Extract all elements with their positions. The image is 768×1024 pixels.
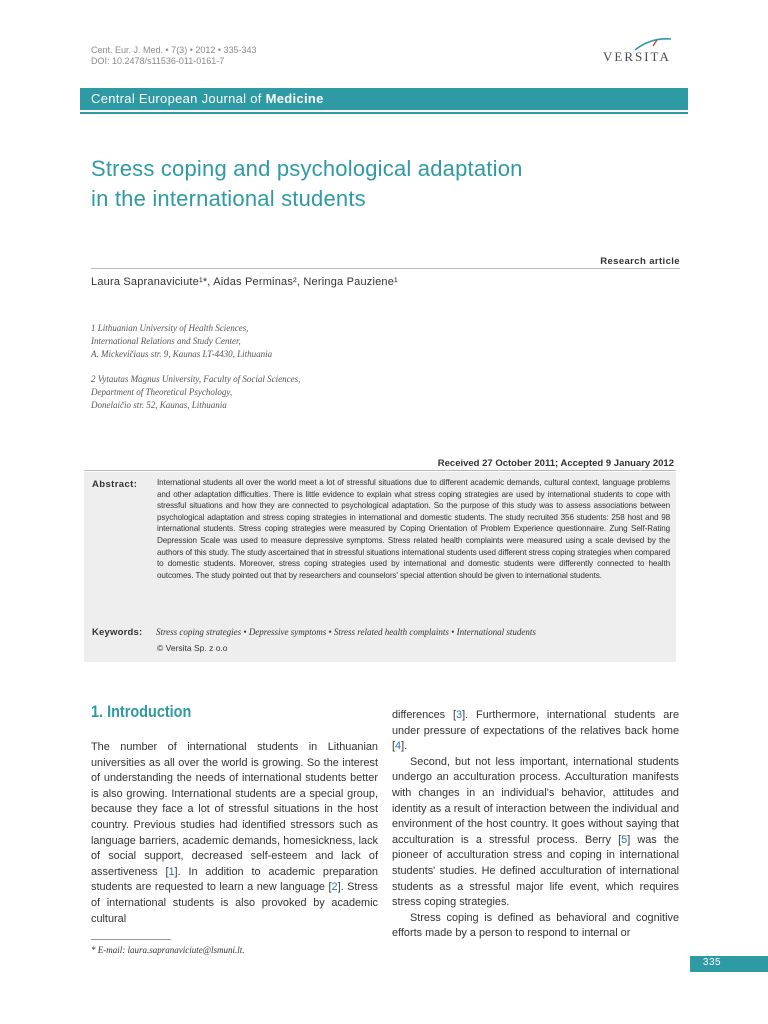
affiliation-1 xyxy=(91,322,272,361)
citation: Cent. Eur. J. Med. • 7(3) • 2012 • 335-343 xyxy=(91,45,257,55)
keywords-label: Keywords: xyxy=(92,627,143,638)
received-accepted-dates: Received 27 October 2011; Accepted 9 January 2012 xyxy=(437,458,674,469)
affiliation-line: 1 Lithuanian University of Health Sciences, xyxy=(91,323,249,333)
intro-paragraph-1: The number of international students in Lithuanian universities as all over the world is growing. So the interest of understanding the needs of international students better is also growing. International students are a special group, because they face a lot of stressful situations in the host country. Previous studies had identified stressors such as language barriers, academic demands, homesickness, lack of social support, decreased self-esteem and lack of assertiveness [1]. In addition to academic preparation students are requested to learn a new language [2]. Stress of international students is also provoked by academic cultural xyxy=(91,741,378,925)
journal-title: Central European Journal of Medicine xyxy=(91,91,324,106)
copyright: © Versita Sp. z o.o xyxy=(157,643,228,653)
section-heading-introduction: 1. Introduction xyxy=(91,702,192,721)
reference-link[interactable]: 2 xyxy=(331,881,338,894)
keywords: Stress coping strategies • Depressive symptoms • Stress related health complaints • International students xyxy=(156,627,536,637)
abstract-rule xyxy=(84,470,676,471)
intro-paragraph-continued: differences [3]. Furthermore, international students are under pressure of expectations of the relatives back home [4]. xyxy=(392,709,679,753)
affiliation-line: Department of Theoretical Psychology, xyxy=(91,387,233,397)
authors: Laura Sapranaviciute¹*, Aidas Perminas², Neringa Pauziene¹ xyxy=(91,276,398,288)
article-type: Research article xyxy=(600,256,680,267)
citation-info xyxy=(91,45,257,67)
reference-link[interactable]: 1 xyxy=(168,865,175,878)
title-line-1: Stress coping and psychological adaptation xyxy=(91,156,523,181)
divider xyxy=(91,268,680,269)
footnote-email: * E-mail: laura.sapranaviciute@lsmuni.lt. xyxy=(91,945,245,955)
abstract-text: International students all over the world meet a lot of stressful situations due to different academic demands, cultural context, language problems and other adaptation difficulties. There is little evidence to explain what stress coping strategies are used by international students to cope with stressful situations and how they are connected to psychological adaptation. So the purpose of this study was to assess associations between psychological adaptation and stress coping strategies in international and domestic students. The study recruited 356 students: 258 host and 98 international students. Stress coping strategies were measured by Coping Orientation of Problem Experience questionnaire. Zung Self-Rating Depression Scale was used to measure depressive symptoms. Stress related health complaints were measured using a scale devised by the authors of this study. The study ascertained that in stressful situations international students used different stress coping strategies when compared to domestic students. Moreover, stress coping strategies used by international and domestic students were differently connected to health outcomes. The study pointed out that by researchers and counselors' special attention should be given to international students. xyxy=(157,478,670,580)
affiliation-line: Donelaičio str. 52, Kaunas, Lithuania xyxy=(91,400,227,410)
journal-banner xyxy=(80,88,688,110)
affiliation-line: A. Mickevičiaus str. 9, Kaunas LT-4430, Lithuania xyxy=(91,349,273,359)
affiliation-line: International Relations and Study Center, xyxy=(91,336,241,346)
intro-paragraph-2: Second, but not less important, international students undergo an acculturation process. Acculturation manifests with changes in an individual's behavior, attitudes and identity as a result of interaction between the individual and environment of the host country. It goes without saying that acculturation is a stressful process. Berry [5] was the pioneer of acculturation stress and coping in international students' studies. He defined acculturation of international students as a stressful major life event, which requires stress coping strategies. xyxy=(392,755,679,909)
doi: DOI: 10.2478/s11536-011-0161-7 xyxy=(91,56,225,66)
affiliation-line: 2 Vytautas Magnus University, Faculty of Social Sciences, xyxy=(91,374,301,384)
intro-paragraph-3: Stress coping is defined as behavioral and cognitive efforts made by a person to respond to internal or xyxy=(392,911,679,940)
page-number-tab xyxy=(690,956,768,972)
publisher-logo-text: VERSITA xyxy=(603,49,671,64)
reference-link[interactable]: 3 xyxy=(456,709,463,721)
banner-rule xyxy=(80,112,688,114)
page-number: 335 xyxy=(702,957,722,968)
affiliation-2 xyxy=(91,373,300,412)
publisher-logo xyxy=(603,36,673,66)
reference-link[interactable]: 5 xyxy=(621,833,628,846)
title-line-2: in the international students xyxy=(91,186,366,211)
intro-left-column xyxy=(91,740,378,927)
article-title xyxy=(91,154,691,214)
intro-right-column xyxy=(392,708,679,942)
reference-link[interactable]: 4 xyxy=(395,740,402,753)
abstract-label: Abstract: xyxy=(92,479,138,490)
footnote-rule xyxy=(91,939,171,940)
